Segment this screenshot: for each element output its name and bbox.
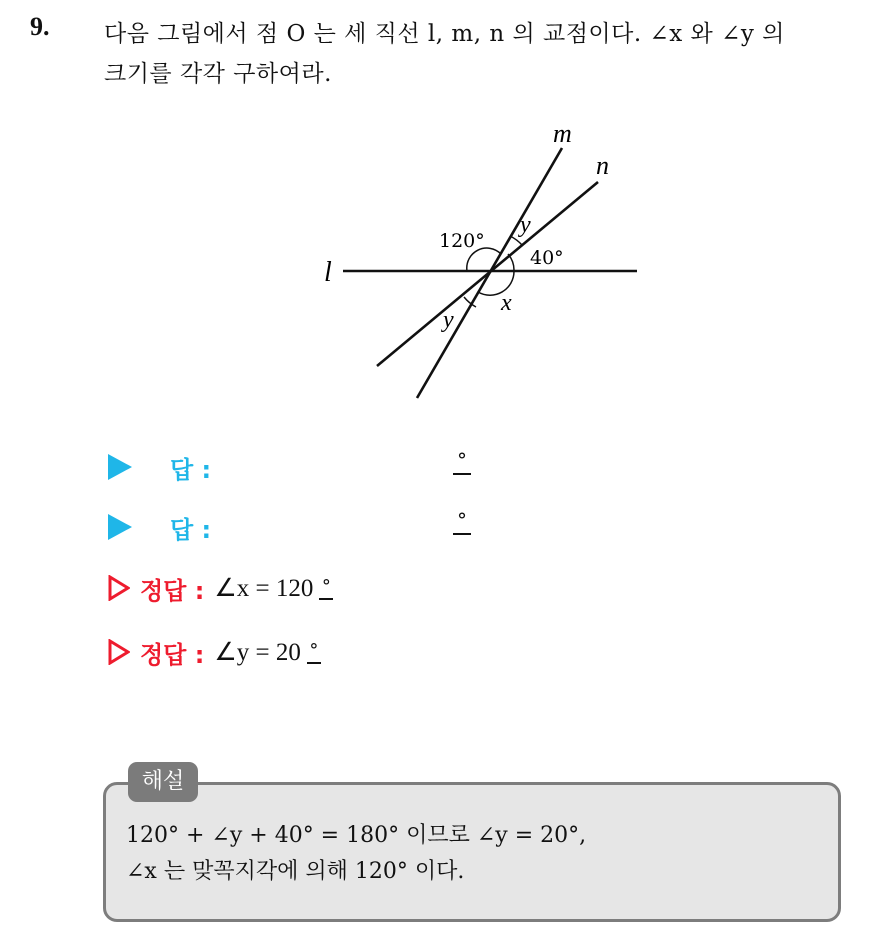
answer-label: 답 :: [170, 515, 212, 544]
question-line-2: 크기를 각각 구하여라.: [104, 61, 332, 87]
outline-triangle-icon: [108, 639, 130, 665]
answer-row-1: [108, 447, 467, 487]
answer-blank[interactable]: °: [453, 447, 471, 475]
geometry-figure: [0, 0, 884, 430]
answer-blank[interactable]: °: [453, 507, 471, 535]
degree-unit: °: [307, 640, 321, 664]
label-x: x: [501, 290, 512, 316]
label-40: 40°: [530, 247, 564, 269]
label-n: n: [596, 151, 609, 180]
outline-triangle-icon: [108, 575, 130, 601]
solution-tag: 해설: [128, 762, 198, 802]
correct-row-2: [108, 632, 321, 672]
answer-row-2: [108, 507, 467, 547]
play-icon: [108, 454, 132, 480]
solution-line-1: 120° + ∠y + 40° = 180° 이므로 ∠y = 20°,: [126, 823, 587, 848]
correct-label: 정답 :: [140, 640, 205, 669]
solution-line-2: ∠x 는 맞꼭지각에 의해 120° 이다.: [126, 859, 465, 884]
label-y-top: y: [520, 212, 531, 238]
label-y-bottom: y: [443, 307, 454, 333]
correct-expression: ∠y = 20: [214, 639, 301, 666]
answer-label: 답 :: [170, 455, 212, 484]
question-number: 9.: [30, 12, 50, 41]
play-icon: [108, 514, 132, 540]
correct-label: 정답 :: [140, 576, 205, 605]
label-l: l: [324, 257, 332, 288]
label-120: 120°: [439, 230, 485, 252]
correct-expression: ∠x = 120: [214, 575, 314, 602]
line-n: [377, 182, 598, 366]
label-m: m: [553, 119, 572, 148]
question-line-1: 다음 그림에서 점 O 는 세 직선 l, m, n 의 교점이다. ∠x 와 ∠y 의: [104, 21, 785, 47]
degree-unit: °: [319, 576, 333, 600]
solution-text: [126, 818, 586, 890]
correct-row-1: [108, 568, 333, 608]
